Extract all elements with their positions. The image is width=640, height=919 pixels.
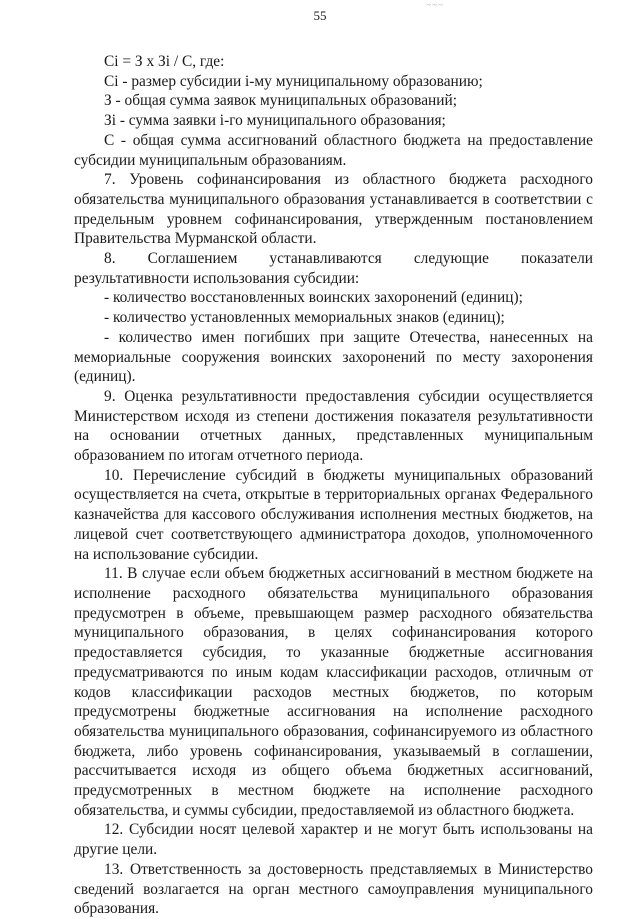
page-number: 55 xyxy=(313,8,327,23)
document-body xyxy=(74,52,593,919)
paragraph-10: 10. Перечисление субсидий в бюджеты муниципальных образований осуществляется на счета, открытые в территориальных органах Федерального казначейства для кассового обслуживания исполнения местных бюджетов, на лицевой счет соответствующего администратора доходов, уполномоченного на использование субсидии. xyxy=(74,466,593,563)
formula-definition: Зi - сумма заявки i-го муниципального образования; xyxy=(104,112,446,130)
indicator-list-item: - количество восстановленных воинских захоронений (единиц); xyxy=(104,289,523,307)
indicator-list-item: - количество установленных мемориальных знаков (единиц); xyxy=(104,309,505,327)
formula-definition: Ci - размер субсидии i-му муниципальному образованию; xyxy=(104,72,483,90)
formula-definition: С - общая сумма ассигнований областного бюджета на предоставление субсидии муниципальным образованиям. xyxy=(74,131,593,169)
scan-corner-mark: ~~~ xyxy=(426,0,444,10)
paragraph-9: 9. Оценка результативности предоставления субсидии осуществляется Министерством исходя из степени достижения показателя результативности на основании отчетных данных, представленных муниципальным образованием по итогам отчетного периода. xyxy=(74,387,593,465)
paragraph-11: 11. В случае если объем бюджетных ассигнований в местном бюджете на исполнение расходного обязательства муниципального образования предусмотрен в объеме, превышающем размер расходного обязательства муниципального образования, в целях софинансирования которого предоставляется субсидия, то указанные бюджетные ассигнования предусматриваются по иным кодам классификации расходов, отличным от кодов классификации расходов местных бюджетов, по которым предусмотрены бюджетные ассигнования на исполнение расходного обязательства муниципального образования, софинансируемого из областного бюджета, либо уровень софинансирования, указываемый в соглашении, рассчитывается исходя из общего объема бюджетных ассигнований, предусмотренных в местном бюджете на исполнение расходного обязательства, и суммы субсидии, предоставляемой из областного бюджета. xyxy=(74,565,593,819)
formula-line: Ci = З x Зi / С, где: xyxy=(104,53,225,70)
paragraph-8: 8. Соглашением устанавливаются следующие показатели результативности использования субсидии: xyxy=(74,250,593,287)
paragraph-12: 12. Субсидии носят целевой характер и не могут быть использованы на другие цели. xyxy=(74,821,593,859)
formula-definition: З - общая сумма заявок муниципальных образований; xyxy=(104,92,458,110)
paragraph-13: 13. Ответственность за достоверность представляемых в Министерство сведений возлагается на орган местного самоуправления муниципального образования. xyxy=(74,860,593,918)
indicator-list-item: - количество имен погибших при защите Отечества, нанесенных на мемориальные сооружения воинских захоронений по месту захоронения (единиц). xyxy=(74,328,593,386)
paragraph-7: 7. Уровень софинансирования из областного бюджета расходного обязательства муниципального образования устанавливается в соответствии с предельным уровнем софинансирования, утвержденным постановлением Правительства Мурманской области. xyxy=(74,171,593,248)
